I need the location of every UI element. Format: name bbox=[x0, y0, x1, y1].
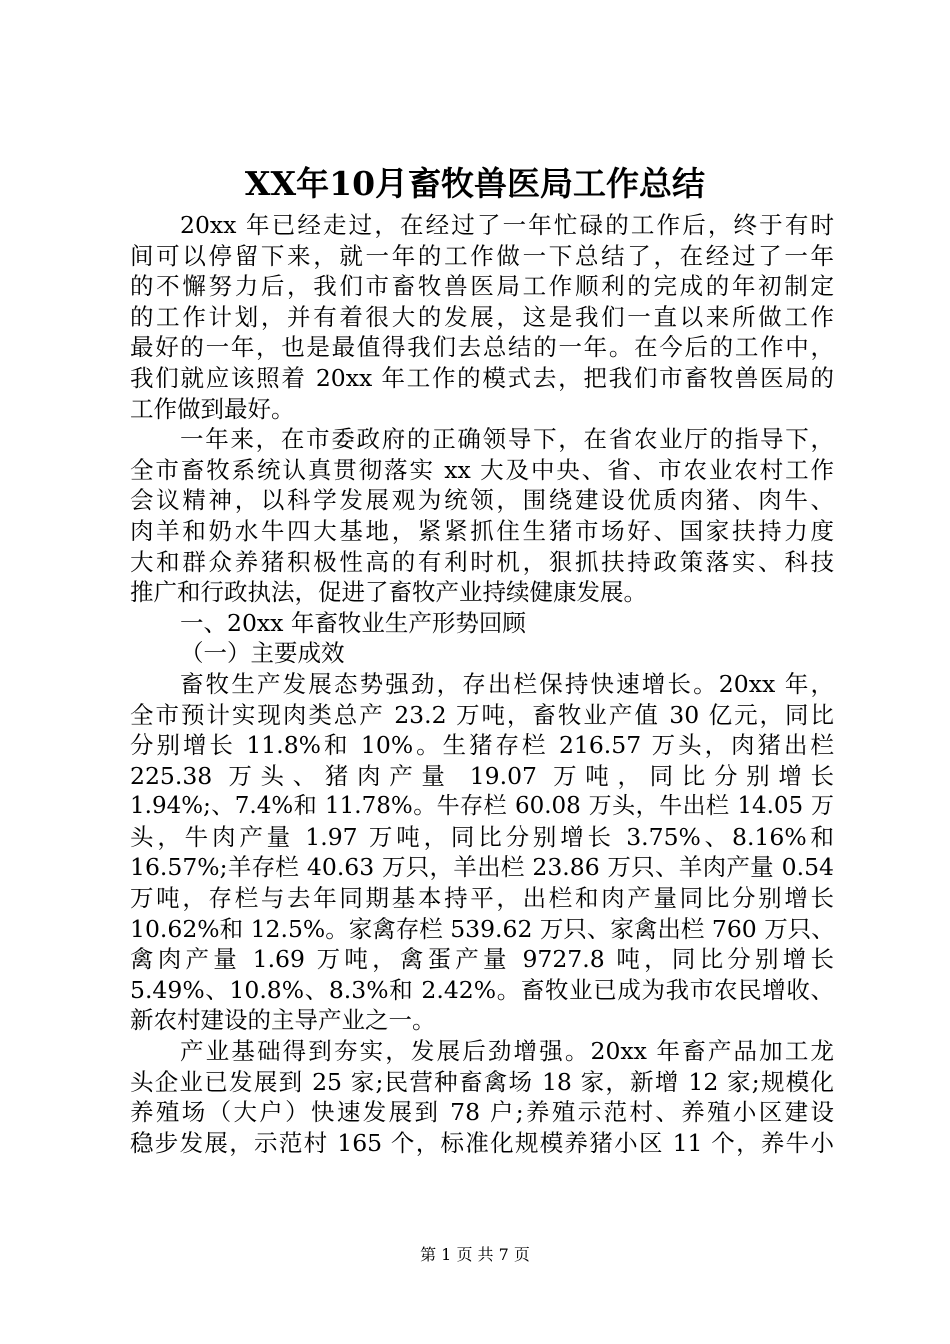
page-number-footer: 第 1 页 共 7 页 bbox=[420, 1245, 530, 1264]
text-line: 全市畜牧系统认真贯彻落实 xx 大及中央、省、市农业农村工作 bbox=[130, 455, 834, 484]
text-line: 我们就应该照着 20xx 年工作的模式去，把我们市畜牧兽医局的 bbox=[130, 363, 834, 392]
text-line: 肉羊和奶水牛四大基地，紧紧抓住生猪市场好、国家扶持力度 bbox=[130, 516, 834, 545]
text-line: 稳步发展，示范村 165 个，标准化规模养猪小区 11 个，养牛小 bbox=[130, 1128, 834, 1157]
text-line: 养殖场（大户）快速发展到 78 户;养殖示范村、养殖小区建设 bbox=[130, 1098, 834, 1127]
text-line: 头企业已发展到 25 家;民营种畜禽场 18 家，新增 12 家;规模化 bbox=[130, 1067, 834, 1096]
text-line: 头，牛肉产量 1.97 万吨，同比分别增长 3.75%、8.16%和 bbox=[130, 822, 834, 851]
text-line: 分别增长 11.8%和 10%。生猪存栏 216.57 万头，肉猪出栏 bbox=[130, 731, 834, 760]
text-line: 225.38 万头、猪肉产量 19.07 万吨，同比分别增长 bbox=[130, 761, 834, 790]
subsection-heading: （一）主要成效 bbox=[180, 639, 345, 668]
document-body bbox=[130, 210, 834, 1158]
text-line: 工作做到最好。 bbox=[130, 394, 295, 423]
text-line: 20xx 年已经走过，在经过了一年忙碌的工作后，终于有时 bbox=[180, 211, 834, 239]
text-line: 禽肉产量 1.69 万吨，禽蛋产量 9727.8 吨，同比分别增长 bbox=[130, 945, 834, 974]
text-line: 推广和行政执法，促进了畜牧产业持续健康发展。 bbox=[130, 578, 647, 607]
document-title: XX年10月畜牧兽医局工作总结 bbox=[244, 164, 706, 203]
text-line: 全市预计实现肉类总产 23.2 万吨，畜牧业产值 30 亿元，同比 bbox=[130, 700, 834, 729]
text-line: 畜牧生产发展态势强劲，存出栏保持快速增长。20xx 年， bbox=[180, 669, 834, 698]
text-line: 的不懈努力后，我们市畜牧兽医局工作顺利的完成的年初制定 bbox=[130, 272, 834, 301]
text-line: 16.57%;羊存栏 40.63 万只，羊出栏 23.86 万只、羊肉产量 0.54 bbox=[130, 853, 834, 882]
text-line: 间可以停留下来，就一年的工作做一下总结了，在经过了一年 bbox=[130, 241, 834, 270]
text-line: 产业基础得到夯实，发展后劲增强。20xx 年畜产品加工龙 bbox=[180, 1037, 834, 1066]
section-heading: 一、20xx 年畜牧业生产形势回顾 bbox=[180, 608, 526, 637]
text-line: 大和群众养猪积极性高的有利时机，狠抓扶持政策落实、科技 bbox=[130, 547, 834, 576]
text-line: 会议精神，以科学发展观为统领，围绕建设优质肉猪、肉牛、 bbox=[130, 486, 834, 515]
text-line: 5.49%、10.8%、8.3%和 2.42%。畜牧业已成为我市农民增收、 bbox=[130, 975, 834, 1004]
text-line: 最好的一年，也是最值得我们去总结的一年。在今后的工作中， bbox=[130, 333, 834, 362]
text-line: 的工作计划，并有着很大的发展，这是我们一直以来所做工作 bbox=[130, 302, 834, 331]
text-line: 一年来，在市委政府的正确领导下，在省农业厅的指导下， bbox=[180, 425, 834, 454]
text-line: 10.62%和 12.5%。家禽存栏 539.62 万只、家禽出栏 760 万只、 bbox=[130, 914, 835, 943]
text-line: 万吨，存栏与去年同期基本持平，出栏和肉产量同比分别增长 bbox=[130, 884, 834, 913]
text-line: 新农村建设的主导产业之一。 bbox=[130, 1006, 436, 1035]
text-line: 1.94%;、7.4%和 11.78%。牛存栏 60.08 万头，牛出栏 14.05 万 bbox=[130, 793, 834, 820]
